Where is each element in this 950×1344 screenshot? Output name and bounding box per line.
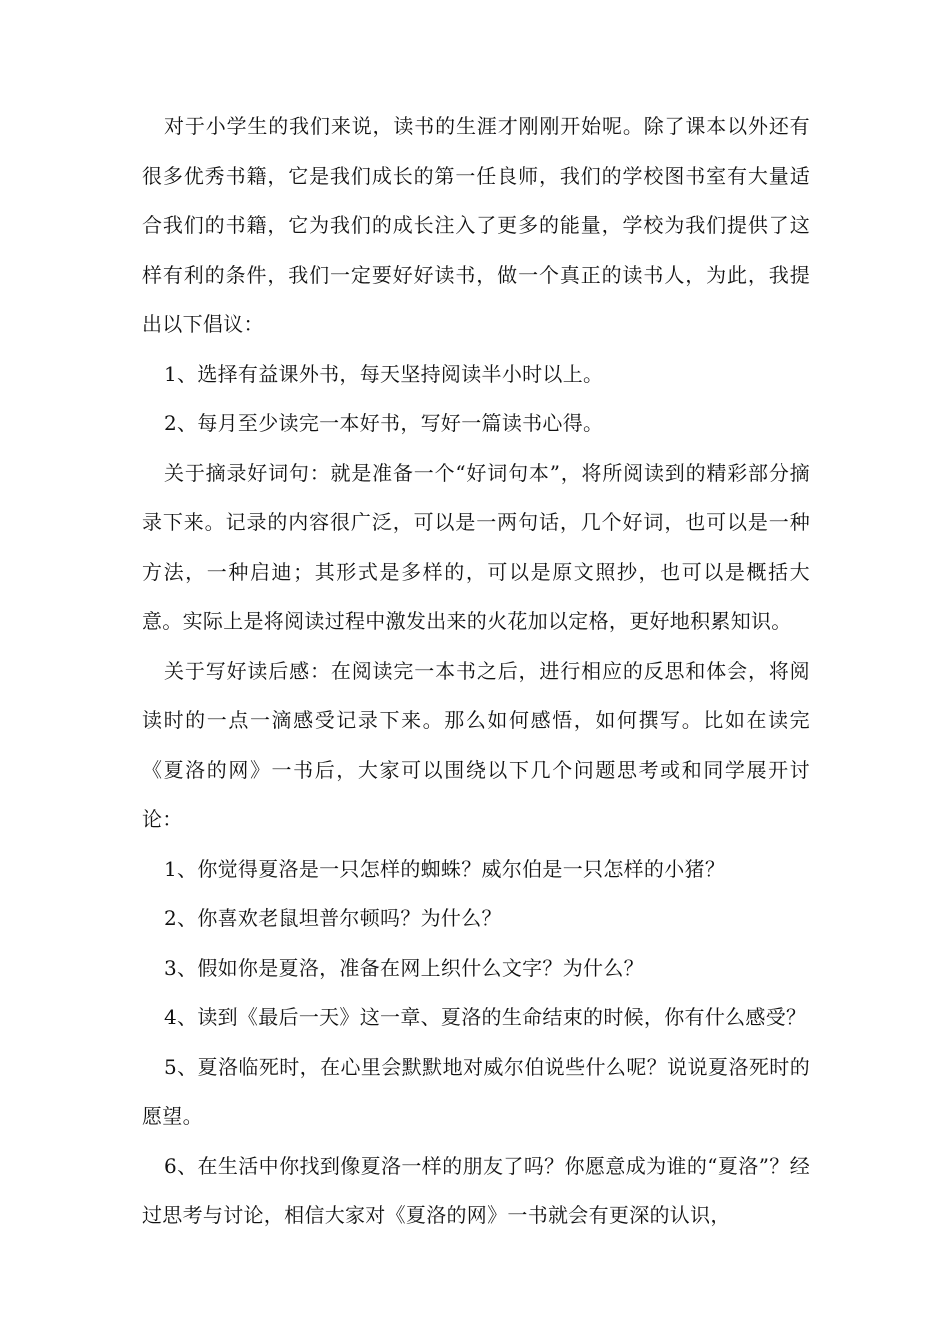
question-item-4: 4、读到《最后一天》这一章、夏洛的生命结束的时候，你有什么感受？ — [164, 1005, 807, 1029]
question-item-6: 6、在生活中你找到像夏洛一样的朋友了吗？你愿意成为谁的“夏洛”？经过思考与讨论，相信大家对《夏洛的网》一书就会有更深的认识， — [142, 1153, 810, 1227]
question-item-5: 5、夏洛临死时，在心里会默默地对威尔伯说些什么呢？说说夏洛死时的愿望。 — [142, 1054, 810, 1128]
proposal-item-2: 2、每月至少读完一本好书，写好一篇读书心得。 — [164, 411, 604, 435]
excerpt-paragraph: 关于摘录好词句：就是准备一个“好词句本”，将所阅读到的精彩部分摘录下来。记录的内容很广泛，可以是一两句话，几个好词，也可以是一种方法，一种启迪；其形式是多样的，可以是原文照抄，也可以是概括大意。实际上是将阅读过程中激发出来的火花加以定格，更好地积累知识。 — [142, 460, 810, 633]
question-item-3: 3、假如你是夏洛，准备在网上织什么文字？为什么？ — [164, 955, 644, 980]
intro-paragraph: 对于小学生的我们来说，读书的生涯才刚刚开始呢。除了课本以外还有很多优秀书籍，它是我们成长的第一任良师，我们的学校图书室有大量适合我们的书籍，它为我们的成长注入了更多的能量，学校为我们提供了这样有利的条件，我们一定要好好读书，做一个真正的读书人，为此，我提出以下倡议： — [142, 114, 810, 336]
question-item-2: 2、你喜欢老鼠坦普尔顿吗？为什么？ — [164, 906, 502, 930]
proposal-item-1: 1、选择有益课外书，每天坚持阅读半小时以上。 — [164, 361, 604, 386]
question-item-1: 1、你觉得夏洛是一只怎样的蜘蛛？威尔伯是一只怎样的小猪？ — [164, 856, 726, 881]
reflection-paragraph: 关于写好读后感：在阅读完一本书之后，进行相应的反思和体会，将阅读时的一点一滴感受记录下来。那么如何感悟，如何撰写。比如在读完《夏洛的网》一书后，大家可以围绕以下几个问题思考或和同学展开讨论： — [142, 658, 810, 831]
document-body — [142, 102, 810, 1241]
